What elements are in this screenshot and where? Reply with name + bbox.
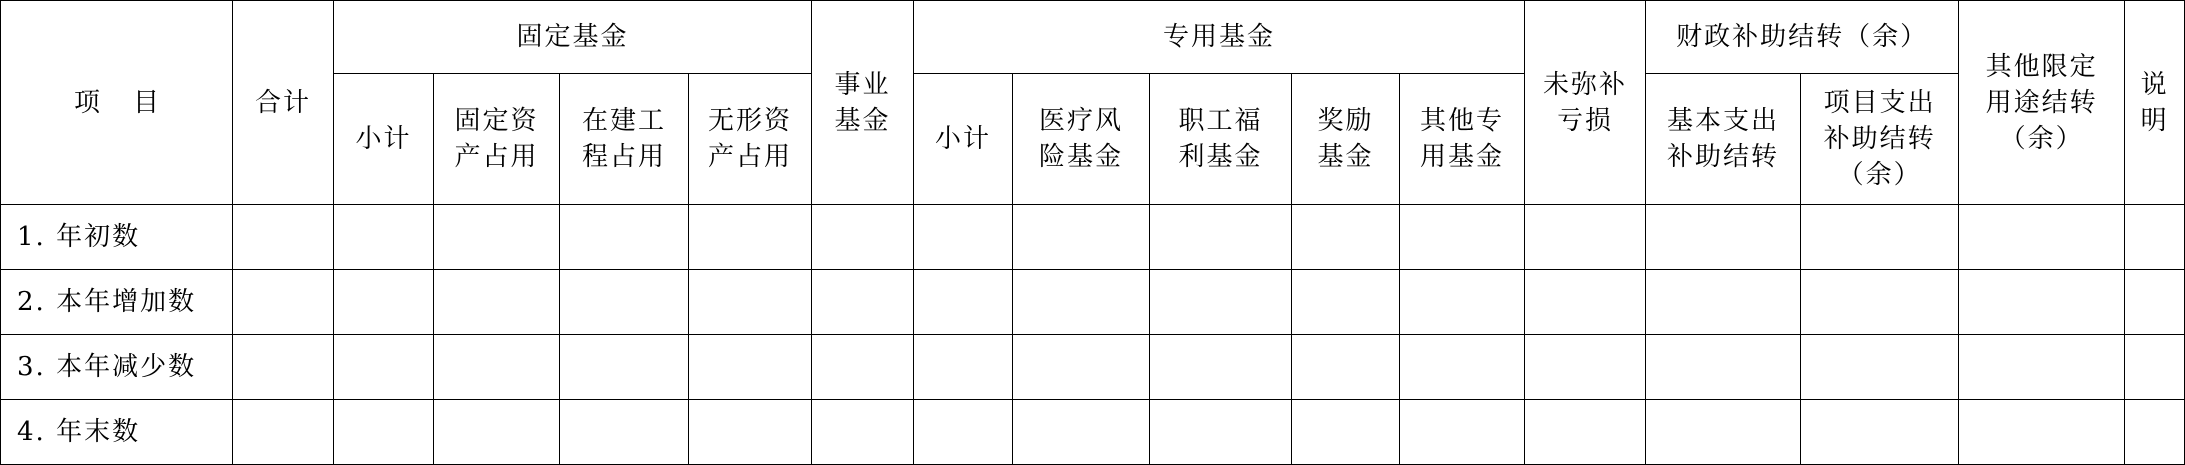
cell-staff-welfare[interactable] xyxy=(1150,270,1292,335)
cell-construction[interactable] xyxy=(560,205,689,270)
cell-uncovered-loss[interactable] xyxy=(1525,270,1646,335)
cell-special-subtotal[interactable] xyxy=(914,205,1013,270)
cell-note[interactable] xyxy=(2125,270,2185,335)
cell-note[interactable] xyxy=(2125,400,2185,465)
header-special-fund: 专用基金 xyxy=(914,1,1525,74)
header-construction: 在建工 程占用 xyxy=(560,74,689,205)
header-basic-subsidy: 基本支出 补助结转 xyxy=(1646,74,1801,205)
table-row xyxy=(1,270,2185,335)
table-row xyxy=(1,400,2185,465)
cell-reward[interactable] xyxy=(1292,335,1400,400)
cell-fixed-subtotal[interactable] xyxy=(334,270,434,335)
cell-fixed-subtotal[interactable] xyxy=(334,205,434,270)
cell-project-subsidy[interactable] xyxy=(1801,205,1959,270)
cell-note[interactable] xyxy=(2125,335,2185,400)
cell-fixed-subtotal[interactable] xyxy=(334,335,434,400)
cell-fixed-assets[interactable] xyxy=(434,205,560,270)
cell-total[interactable] xyxy=(233,400,334,465)
header-special-subtotal: 小计 xyxy=(914,74,1013,205)
cell-fixed-subtotal[interactable] xyxy=(334,400,434,465)
cell-basic-subsidy[interactable] xyxy=(1646,400,1801,465)
cell-business-fund[interactable] xyxy=(812,270,914,335)
cell-staff-welfare[interactable] xyxy=(1150,205,1292,270)
cell-other-special[interactable] xyxy=(1400,270,1525,335)
cell-project-subsidy[interactable] xyxy=(1801,400,1959,465)
cell-basic-subsidy[interactable] xyxy=(1646,270,1801,335)
cell-intangible[interactable] xyxy=(689,400,812,465)
cell-fixed-assets[interactable] xyxy=(434,400,560,465)
table-row xyxy=(1,335,2185,400)
cell-basic-subsidy[interactable] xyxy=(1646,205,1801,270)
row-label-increase: 2. 本年增加数 xyxy=(1,270,233,335)
cell-construction[interactable] xyxy=(560,335,689,400)
cell-project-subsidy[interactable] xyxy=(1801,270,1959,335)
cell-reward[interactable] xyxy=(1292,400,1400,465)
header-fixed-subtotal: 小计 xyxy=(334,74,434,205)
header-other-restricted: 其他限定 用途结转 （余） xyxy=(1959,1,2125,205)
cell-intangible[interactable] xyxy=(689,205,812,270)
cell-intangible[interactable] xyxy=(689,335,812,400)
cell-reward[interactable] xyxy=(1292,270,1400,335)
cell-business-fund[interactable] xyxy=(812,400,914,465)
cell-basic-subsidy[interactable] xyxy=(1646,335,1801,400)
header-fixed-assets: 固定资 产占用 xyxy=(434,74,560,205)
cell-total[interactable] xyxy=(233,335,334,400)
header-staff-welfare: 职工福 利基金 xyxy=(1150,74,1292,205)
cell-medical-risk[interactable] xyxy=(1013,400,1150,465)
cell-reward[interactable] xyxy=(1292,205,1400,270)
cell-special-subtotal[interactable] xyxy=(914,400,1013,465)
cell-other-special[interactable] xyxy=(1400,400,1525,465)
cell-staff-welfare[interactable] xyxy=(1150,400,1292,465)
cell-total[interactable] xyxy=(233,205,334,270)
header-item: 项 目 xyxy=(1,1,233,205)
cell-uncovered-loss[interactable] xyxy=(1525,400,1646,465)
cell-special-subtotal[interactable] xyxy=(914,335,1013,400)
cell-intangible[interactable] xyxy=(689,270,812,335)
cell-uncovered-loss[interactable] xyxy=(1525,205,1646,270)
header-intangible: 无形资 产占用 xyxy=(689,74,812,205)
cell-other-restricted[interactable] xyxy=(1959,335,2125,400)
header-project-subsidy: 项目支出 补助结转 （余） xyxy=(1801,74,1959,205)
cell-other-restricted[interactable] xyxy=(1959,205,2125,270)
header-uncovered-loss: 未弥补 亏损 xyxy=(1525,1,1646,205)
header-reward: 奖励 基金 xyxy=(1292,74,1400,205)
cell-uncovered-loss[interactable] xyxy=(1525,335,1646,400)
cell-fixed-assets[interactable] xyxy=(434,270,560,335)
table-row xyxy=(1,205,2185,270)
header-fixed-fund: 固定基金 xyxy=(334,1,812,74)
cell-construction[interactable] xyxy=(560,400,689,465)
header-total: 合计 xyxy=(233,1,334,205)
header-business-fund: 事业 基金 xyxy=(812,1,914,205)
header-row-1 xyxy=(1,1,2185,74)
header-note: 说 明 xyxy=(2125,1,2185,205)
row-label-decrease: 3. 本年减少数 xyxy=(1,335,233,400)
cell-business-fund[interactable] xyxy=(812,335,914,400)
header-medical-risk: 医疗风 险基金 xyxy=(1013,74,1150,205)
cell-fixed-assets[interactable] xyxy=(434,335,560,400)
cell-medical-risk[interactable] xyxy=(1013,335,1150,400)
cell-business-fund[interactable] xyxy=(812,205,914,270)
cell-special-subtotal[interactable] xyxy=(914,270,1013,335)
cell-other-restricted[interactable] xyxy=(1959,400,2125,465)
cell-note[interactable] xyxy=(2125,205,2185,270)
header-other-special: 其他专 用基金 xyxy=(1400,74,1525,205)
cell-other-special[interactable] xyxy=(1400,205,1525,270)
cell-medical-risk[interactable] xyxy=(1013,205,1150,270)
cell-other-restricted[interactable] xyxy=(1959,270,2125,335)
header-fiscal-subsidy: 财政补助结转（余） xyxy=(1646,1,1959,74)
cell-construction[interactable] xyxy=(560,270,689,335)
row-label-opening: 1. 年初数 xyxy=(1,205,233,270)
cell-other-special[interactable] xyxy=(1400,335,1525,400)
cell-total[interactable] xyxy=(233,270,334,335)
cell-project-subsidy[interactable] xyxy=(1801,335,1959,400)
cell-medical-risk[interactable] xyxy=(1013,270,1150,335)
row-label-closing: 4. 年末数 xyxy=(1,400,233,465)
cell-staff-welfare[interactable] xyxy=(1150,335,1292,400)
